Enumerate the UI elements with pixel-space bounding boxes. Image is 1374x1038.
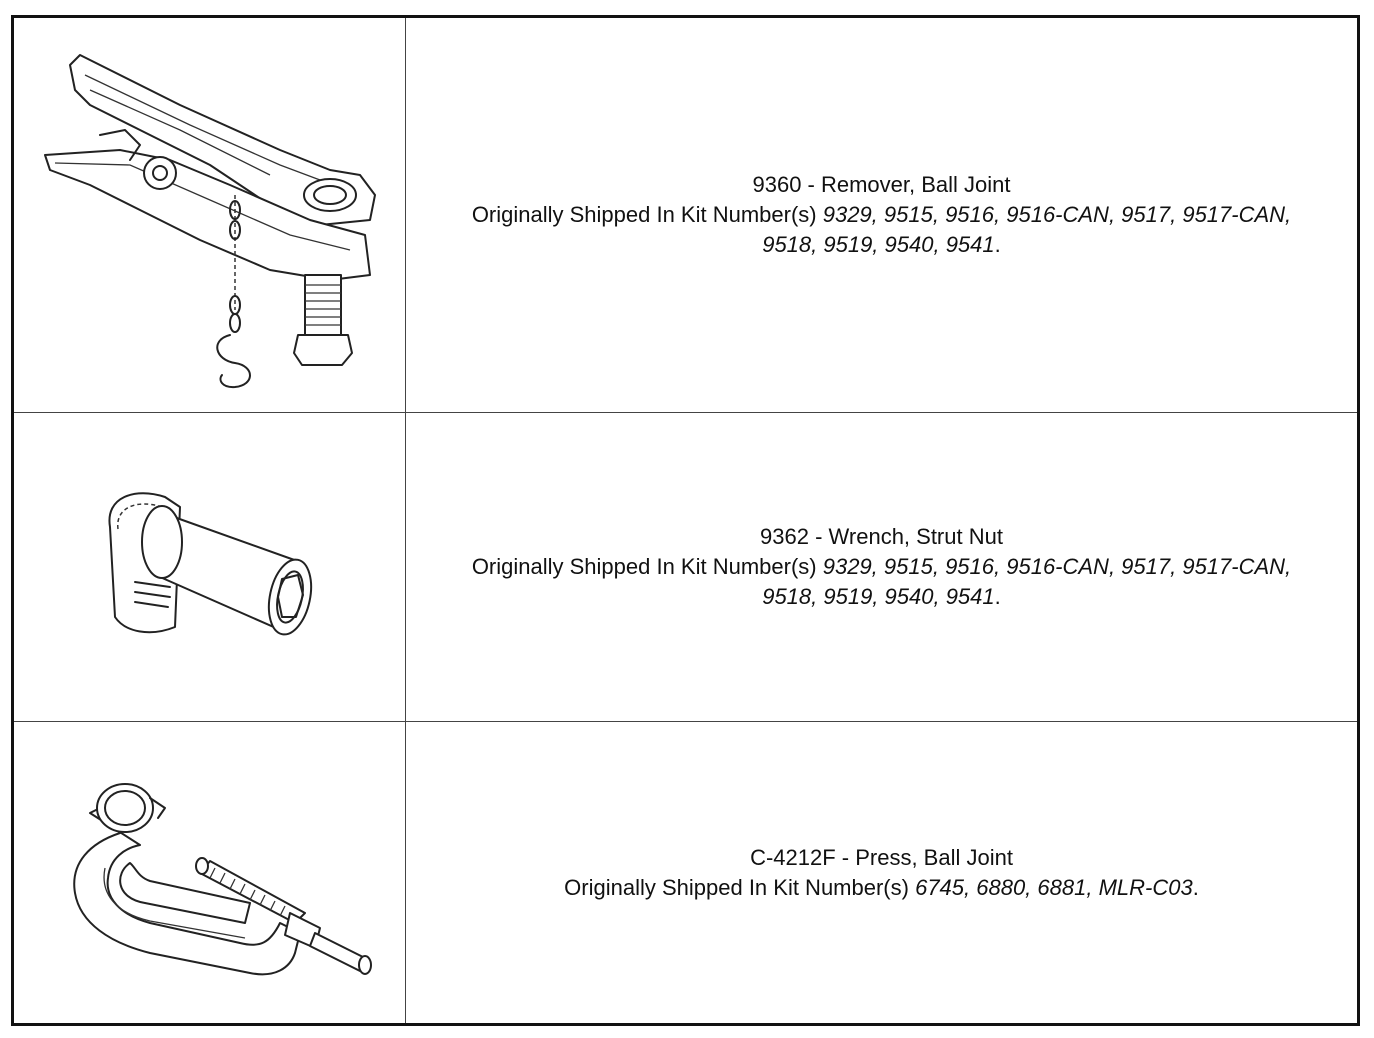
tool-image-cell: [14, 413, 406, 722]
tool-description-cell: [406, 413, 1357, 722]
tool-title: 9362 - Wrench, Strut Nut: [760, 524, 1003, 549]
tool-image-cell: [14, 722, 406, 1023]
shipped-label: Originally Shipped In Kit Number(s): [471, 202, 823, 227]
tool-kits-line: [762, 230, 1001, 260]
period: .: [994, 232, 1001, 257]
period: .: [994, 584, 1001, 609]
tool-description-cell: [406, 722, 1357, 1023]
tool-kits-line: [564, 873, 1199, 903]
ball-joint-press-illustration: [30, 753, 390, 993]
tool-kits-line: [472, 552, 1291, 582]
kit-numbers: 6745, 6880, 6881, MLR-C03: [915, 874, 1193, 900]
kit-numbers: 9329, 9515, 9516, 9516-CAN, 9517, 9517-CAN,: [822, 202, 1292, 227]
shipped-label: Originally Shipped In Kit Number(s): [564, 874, 916, 900]
kit-numbers: 9329, 9515, 9516, 9516-CAN, 9517, 9517-CAN,: [822, 554, 1292, 579]
tool-description-cell: [406, 18, 1357, 413]
tool-kits-line: [762, 582, 1001, 612]
tool-image-cell: [14, 18, 406, 413]
kit-numbers: 9518, 9519, 9540, 9541: [762, 232, 995, 257]
ball-joint-remover-illustration: [30, 35, 390, 395]
kit-numbers: 9518, 9519, 9540, 9541: [762, 584, 995, 609]
tool-title: 9360 - Remover, Ball Joint: [752, 172, 1011, 197]
tool-title: C-4212F - Press, Ball Joint: [750, 844, 1013, 870]
special-tools-table: [11, 15, 1360, 1026]
period: .: [1192, 874, 1199, 900]
shipped-label: Originally Shipped In Kit Number(s): [471, 554, 823, 579]
tool-kits-line: [472, 200, 1291, 230]
strut-nut-wrench-illustration: [90, 467, 330, 667]
